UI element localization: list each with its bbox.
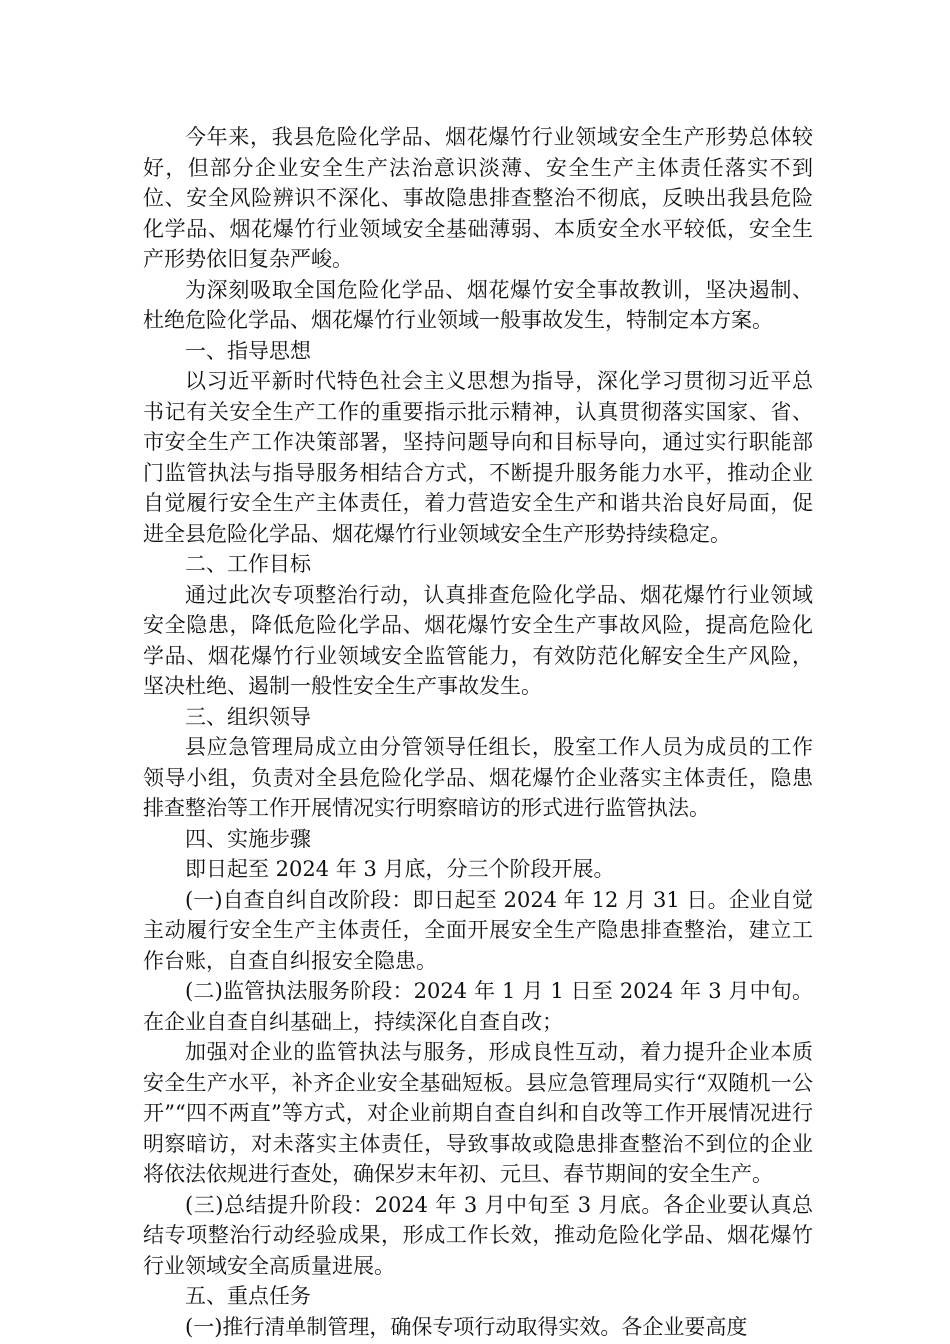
paragraph-work-goal: 通过此次专项整治行动，认真排查危险化学品、烟花爆竹行业领域安全隐患，降低危险化学品、烟花爆竹安全生产事故风险，提高危险化学品、烟花爆竹行业领域安全监管能力，有效防范化解安全生产风险，坚决杜绝、遏制一般性安全生产事故发生。 — [143, 582, 813, 698]
paragraph-organization: 县应急管理局成立由分管领导任组长，股室工作人员为成员的工作领导小组，负责对全县危险化学品、烟花爆竹企业落实主体责任，隐患排查整治等工作开展情况实行明察暗访的形式进行监管执法。 — [143, 735, 813, 820]
paragraph-guiding-thought: 以习近平新时代特色社会主义思想为指导，深化学习贯彻习近平总书记有关安全生产工作的重要指示批示精神，认真贯彻落实国家、省、市安全生产工作决策部署，坚持问题导向和目标导向，通过实行职能部门监管执法与指导服务相结合方式，不断提升服务能力水平，推动企业自觉履行安全生产主体责任，着力营造安全生产和谐共治良好局面，促进全县危险化学品、烟花爆竹行业领域安全生产形势持续稳定。 — [143, 369, 813, 546]
section-heading-organization: 三、组织领导 — [185, 704, 311, 729]
section-heading-implementation-steps: 四、实施步骤 — [185, 826, 311, 851]
section-heading-work-goal: 二、工作目标 — [185, 552, 311, 576]
section-heading-key-tasks: 五、重点任务 — [185, 1284, 311, 1308]
paragraph-key-task-one: (一)推行清单制管理，确保专项行动取得实效。各企业要高度 — [185, 1314, 748, 1339]
paragraph-purpose: 为深刻吸取全国危险化学品、烟花爆竹安全事故教训，坚决遏制、杜绝危险化学品、烟花爆竹行业领域一般事故发生，特制定本方案。 — [143, 277, 813, 332]
paragraph-intro: 今年来，我县危险化学品、烟花爆竹行业领域安全生产形势总体较好，但部分企业安全生产法治意识淡薄、安全生产主体责任落实不到位、安全风险辨识不深化、事故隐患排查整治不彻底，反映出我县危险化学品、烟花爆竹行业领域安全基础薄弱、本质安全水平较低，安全生产形势依旧复杂严峻。 — [143, 125, 813, 271]
section-heading-guiding-thought: 一、指导思想 — [185, 338, 311, 363]
paragraph-step-two-detail: 加强对企业的监管执法与服务，形成良性互动，着力提升企业本质安全生产水平，补齐企业安全基础短板。县应急管理局实行“双随机一公开”“四不两直”等方式，对企业前期自查自纠和自改等工作开展情况进行明察暗访，对未落实主体责任，导致事故或隐患排查整治不到位的企业将依法依规进行查处，确保岁末年初、元旦、春节期间的安全生产。 — [143, 1040, 813, 1186]
paragraph-step-three: (三)总结提升阶段：2024 年 3 月中旬至 3 月底。各企业要认真总结专项整治行动经验成果，形成工作长效，推动危险化学品、烟花爆竹行业领域安全高质量进展。 — [143, 1192, 813, 1278]
document-body — [143, 122, 813, 1342]
paragraph-step-two: (二)监管执法服务阶段：2024 年 1 月 1 日至 2024 年 3 月中旬。在企业自查自纠基础上，持续深化自查自改； — [143, 979, 813, 1034]
paragraph-steps-overview: 即日起至 2024 年 3 月底，分三个阶段开展。 — [185, 857, 615, 881]
paragraph-step-one: (一)自查自纠自改阶段：即日起至 2024 年 12 月 31 日。企业自觉主动履行安全生产主体责任，全面开展安全生产隐患排查整治，建立工作台账，自查自纠报安全隐患。 — [143, 887, 813, 973]
